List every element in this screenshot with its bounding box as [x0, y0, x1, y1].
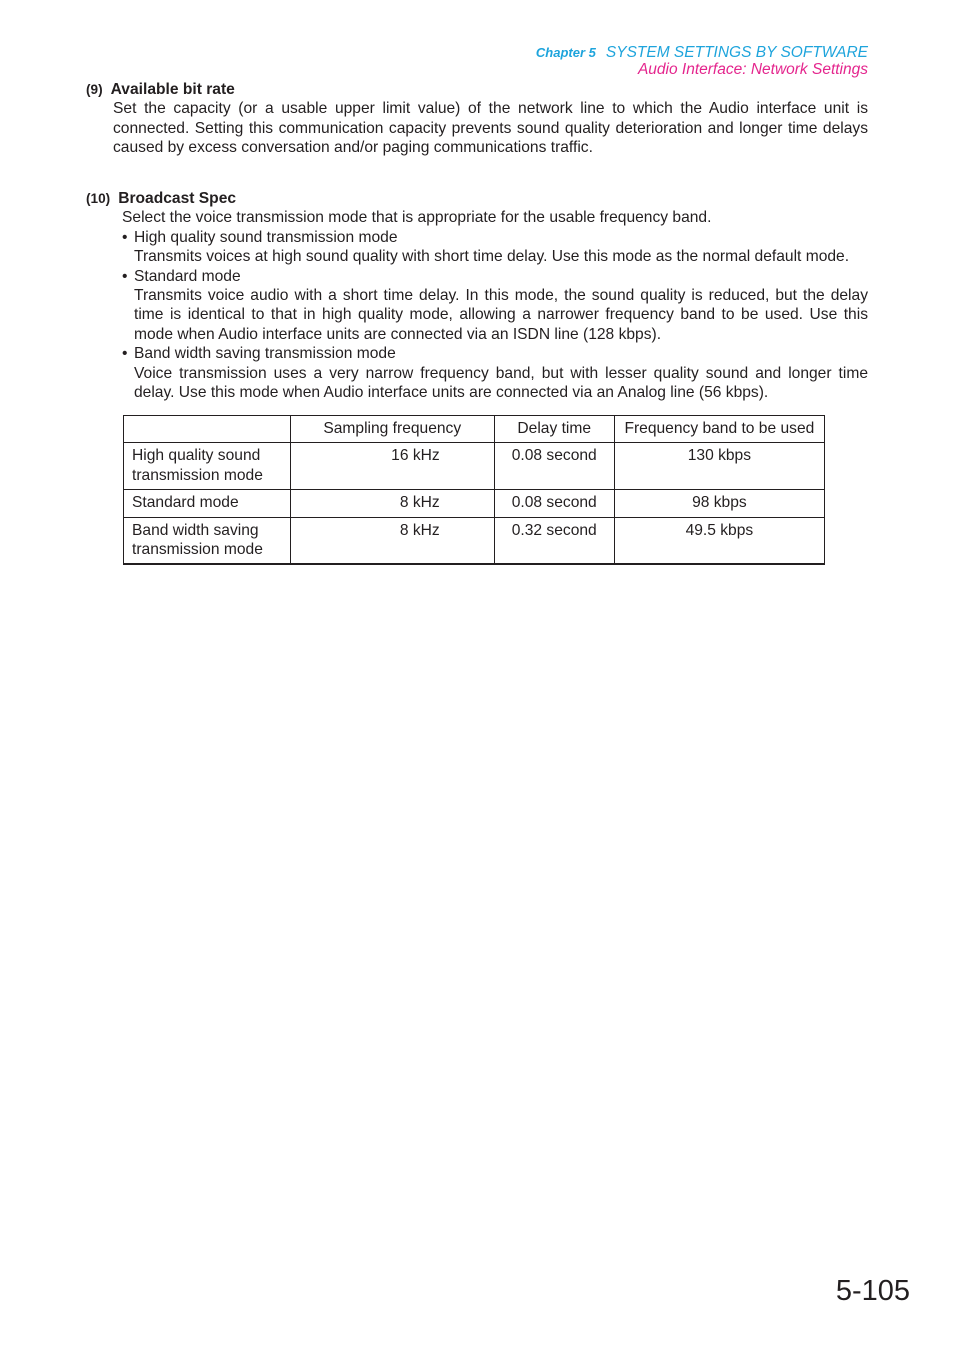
table-cell-delay: 0.08 second: [494, 490, 614, 517]
table-header-cell: [124, 416, 291, 443]
table-row: [124, 443, 825, 490]
section-intro: Select the voice transmission mode that is appropriate for the usable frequency band.: [122, 209, 712, 227]
table-header-cell: Sampling frequency: [290, 416, 494, 443]
mode-line: transmission mode: [132, 466, 263, 484]
header-subtitle: Audio Interface: Network Settings: [637, 61, 868, 78]
bullet-item: [122, 344, 868, 363]
chapter-label: Chapter 5: [535, 45, 596, 60]
page-number: 5-105: [835, 1275, 910, 1307]
bullet-text: Transmits voice audio with a short time delay. In this mode, the sound quality is reduced, but the delay time is identical to that in high quality mode, allowing a narrower frequency band to be used. Use this mode when Audio interface units are connected via an ISDN line (128 kbps).: [134, 287, 868, 343]
bullet-label: High quality sound transmission mode: [134, 228, 398, 246]
table-cell-sampling: 8 kHz: [290, 490, 494, 517]
bullet-dot-icon: •: [122, 267, 128, 285]
bullet-item: [122, 228, 868, 247]
table-cell-band: 98 kbps: [614, 490, 824, 517]
bullet-item: [122, 267, 868, 286]
table-header-cell: Frequency band to be used: [614, 416, 824, 443]
table-header-cell: Delay time: [494, 416, 614, 443]
table-cell-band: 49.5 kbps: [614, 517, 824, 564]
section-broadcast-spec: [86, 189, 868, 402]
section-title: [86, 189, 868, 208]
section-number: (9): [86, 82, 103, 97]
section-title-text: Broadcast Spec: [118, 190, 237, 207]
section-number: (10): [86, 191, 111, 206]
table-row: [124, 517, 825, 564]
broadcast-spec-table: [123, 415, 825, 565]
bullet-dot-icon: •: [122, 345, 128, 363]
bullet-text: Transmits voices at high sound quality with short time delay. Use this mode as the normal default mode.: [134, 248, 850, 266]
header-chapter-line: [536, 44, 868, 61]
table-cell-mode: [124, 517, 291, 564]
table-header-row: [124, 416, 825, 443]
section-body: Set the capacity (or a usable upper limit value) of the network line to which the Audio interface unit is connected. Setting this communication capacity prevents sound quality deterioration and longer time delays caused by excess conversation and/or paging communications traffic.: [113, 100, 868, 157]
section-title: [86, 80, 868, 99]
table-cell-delay: 0.32 second: [494, 517, 614, 564]
table-cell-band: 130 kbps: [614, 443, 824, 490]
table-cell-mode: Standard mode: [124, 490, 291, 517]
bullet-label: Standard mode: [134, 267, 241, 285]
bullet-label: Band width saving transmission mode: [134, 345, 396, 363]
mode-line: Band width saving: [132, 521, 259, 539]
table-cell-sampling: 16 kHz: [290, 443, 494, 490]
table-cell-sampling: 8 kHz: [290, 517, 494, 564]
chapter-title: SYSTEM SETTINGS BY SOFTWARE: [605, 44, 868, 61]
mode-line: transmission mode: [132, 541, 263, 559]
section-title-text: Available bit rate: [110, 81, 235, 98]
section-available-bit-rate: [86, 80, 868, 158]
mode-line: High quality sound: [132, 447, 261, 465]
table-cell-mode: [124, 443, 291, 490]
table-cell-delay: 0.08 second: [494, 443, 614, 490]
page-header: [536, 44, 868, 78]
bullet-text: Voice transmission uses a very narrow frequency band, but with lesser quality sound and longer time delay. Use this mode when Audio interface units are connected via an Analog line (56 kbps).: [134, 364, 868, 402]
table-row: [124, 490, 825, 517]
bullet-dot-icon: •: [122, 228, 128, 246]
